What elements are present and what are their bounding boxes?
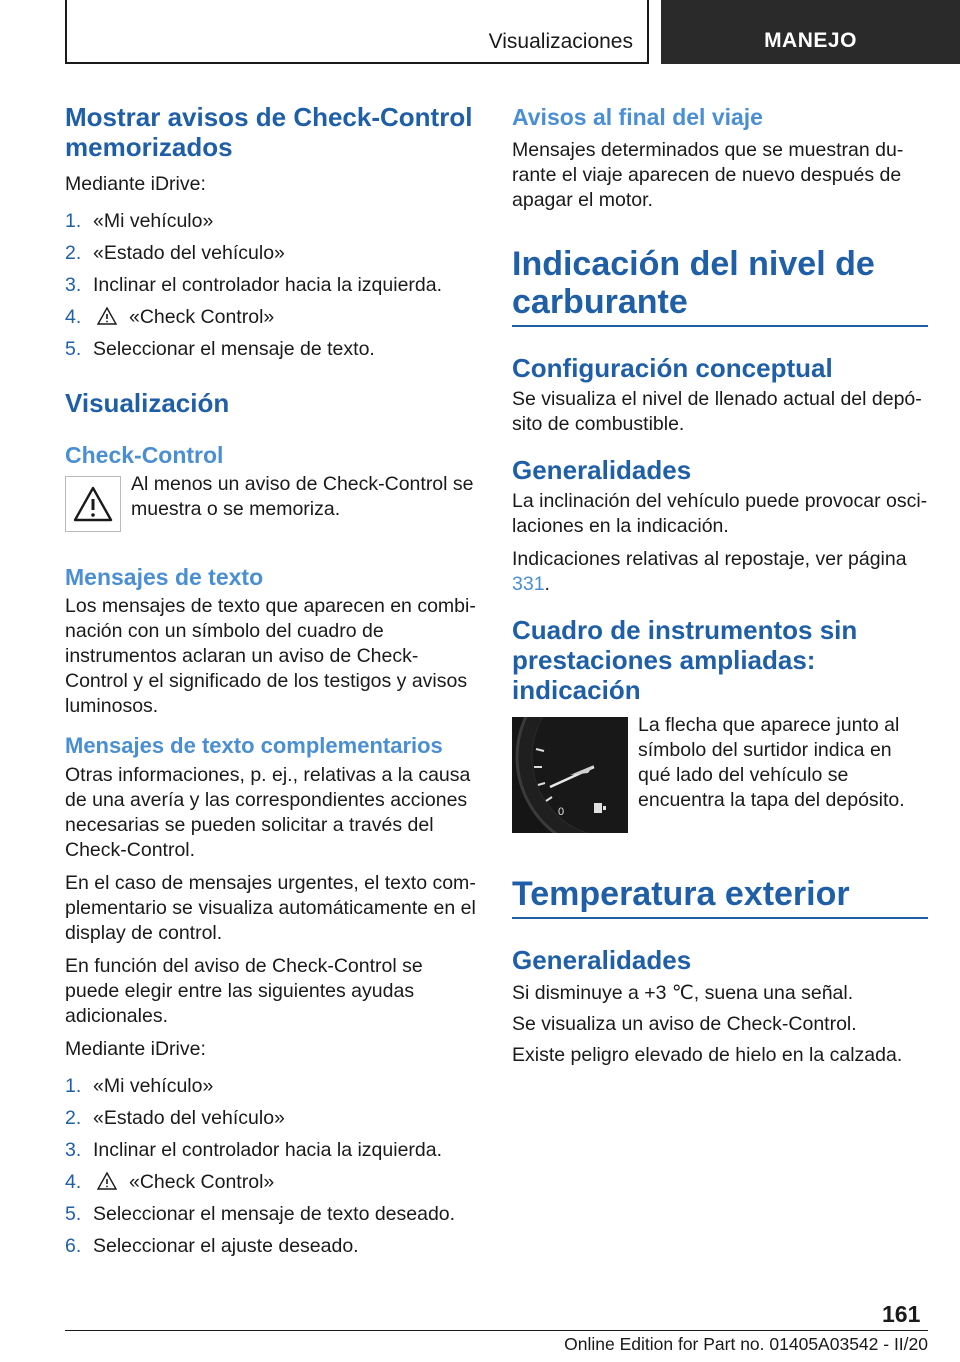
fuel-gauge-icon	[512, 717, 628, 833]
warning-triangle-icon	[97, 1172, 117, 1190]
list-item: 5. Seleccionar el mensaje de texto.	[65, 338, 375, 360]
heading-generalidades-2: Generalidades	[512, 945, 692, 975]
heading-nivel-carburante: Indicación del nivel de carburante	[512, 245, 928, 327]
intro-idrive-2: Mediante iDrive:	[65, 1038, 206, 1060]
list-item: 6. Seleccionar el ajuste deseado.	[65, 1235, 359, 1257]
complementarios-p2: En el caso de mensajes urgentes, el texto complementario se visualiza automáticamente en el display de control.	[65, 872, 476, 944]
generalidades-1-p1: La inclinación del vehículo puede provocar oscilaciones en la indicación.	[512, 490, 928, 537]
generalidades-1-p2: Indicaciones relativas al repostaje, ver página 331.	[512, 548, 907, 595]
list-item: 4. «Check Control»	[65, 1171, 275, 1193]
heading-avisos-final: Avisos al final del viaje	[512, 104, 763, 130]
heading-configuracion-conceptual: Configuración conceptual	[512, 353, 833, 383]
left-column	[65, 102, 480, 1266]
footer-divider	[65, 1330, 928, 1331]
warning-triangle-icon	[73, 486, 113, 522]
heading-cuadro-instrumentos: Cuadro de instrumentos sin prestaciones ampliadas: indicación	[512, 615, 858, 705]
cuadro-text: La flecha que aparece junto al símbolo del surtidor indica en qué lado del vehículo se encuentra la tapa del depósito.	[638, 714, 905, 811]
chapter-tab: MANEJO	[661, 0, 960, 64]
list-item: 1. «Mi vehículo»	[65, 1075, 214, 1097]
temperatura-p1: Si disminuye a +3 ℃, suena una señal.	[512, 982, 854, 1004]
steps-list-1	[65, 209, 480, 362]
warning-symbol-box	[65, 476, 121, 532]
instrument-cluster-image	[512, 717, 628, 833]
heading-mensajes-texto: Mensajes de texto	[65, 564, 264, 590]
right-column	[512, 102, 928, 1068]
heading-generalidades-1: Generalidades	[512, 455, 692, 485]
list-item: 2. «Estado del vehículo»	[65, 242, 285, 264]
heading-memorizados: Mostrar avisos de Check-Control memorizados	[65, 102, 473, 162]
list-item: 1. «Mi vehículo»	[65, 210, 214, 232]
check-control-block	[65, 473, 480, 544]
temperatura-p2: Se visualiza un aviso de Check-Control.	[512, 1013, 857, 1035]
complementarios-p3: En función del aviso de Check-Control se puede elegir entre las siguientes ayudas adicionales.	[65, 955, 423, 1027]
section-title: Visualizaciones	[488, 30, 633, 53]
check-control-text: Al menos un aviso de Check-Control se muestra o se memoriza.	[131, 473, 474, 520]
page-link[interactable]: 331	[512, 573, 545, 595]
list-item: 3. Inclinar el controlador hacia la izquierda.	[65, 274, 443, 296]
list-item: 2. «Estado del vehículo»	[65, 1107, 285, 1129]
heading-temperatura-exterior: Temperatura exterior	[512, 875, 928, 919]
conceptual-text: Se visualiza el nivel de llenado actual del depósito de combustible.	[512, 388, 922, 435]
intro-idrive-1: Mediante iDrive:	[65, 173, 206, 195]
mensajes-text: Los mensajes de texto que aparecen en combinación con un símbolo del cuadro de instrumentos aclaran un aviso de Check-Control y el significado de los testigos y avisos luminosos.	[65, 595, 476, 717]
cuadro-block	[512, 714, 928, 835]
list-item: 5. Seleccionar el mensaje de texto deseado.	[65, 1203, 456, 1225]
steps-list-2	[65, 1074, 480, 1259]
svg-text:0: 0	[558, 806, 565, 818]
edition-text: Online Edition for Part no. 01405A03542 - II/20	[564, 1334, 928, 1354]
avisos-final-text: Mensajes determinados que se muestran durante el viaje aparecen de nuevo después de apagar el motor.	[512, 139, 904, 211]
page-number: 161	[882, 1301, 921, 1327]
complementarios-p1: Otras informaciones, p. ej., relativas a la causa de una avería y las correspondientes acciones necesarias se pueden solicitar a través del Check-Control.	[65, 764, 471, 861]
list-item: 3. Inclinar el controlador hacia la izquierda.	[65, 1139, 443, 1161]
warning-triangle-icon	[97, 307, 117, 325]
header-box	[65, 0, 649, 64]
heading-visualizacion: Visualización	[65, 388, 230, 418]
list-item: 4. «Check Control»	[65, 306, 275, 328]
temperatura-p3: Existe peligro elevado de hielo en la calzada.	[512, 1044, 903, 1066]
heading-check-control: Check-Control	[65, 442, 224, 468]
heading-complementarios: Mensajes de texto complementarios	[65, 733, 443, 758]
